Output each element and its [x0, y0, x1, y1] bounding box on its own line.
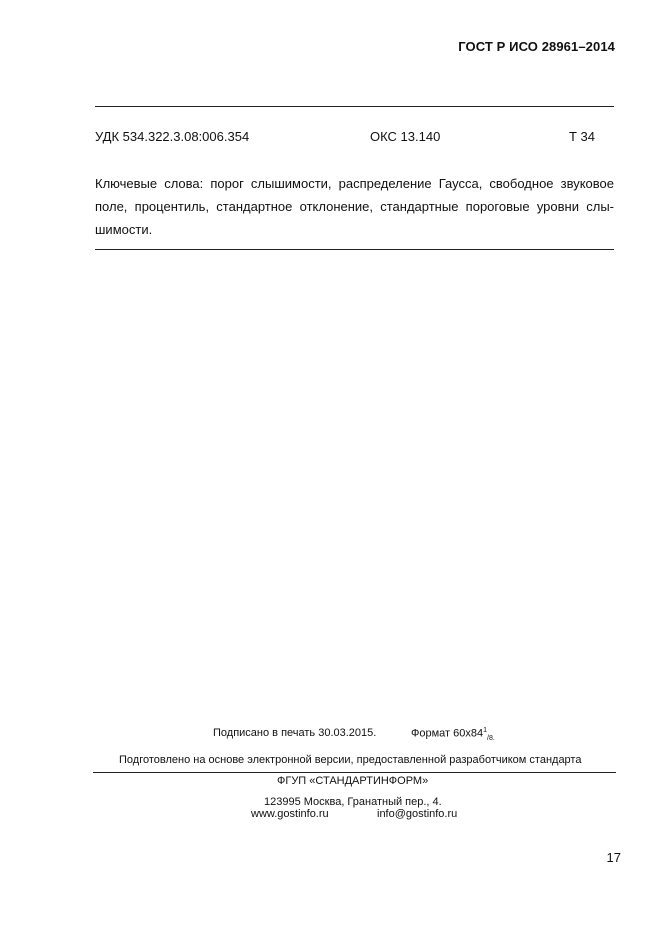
- publisher-email: info@gostinfo.ru: [377, 808, 458, 820]
- udk-code: УДК 534.322.3.08:006.354: [95, 129, 250, 144]
- print-format: [411, 727, 495, 742]
- keywords-line: поле, процентиль, стандартное отклонение, стандартные пороговые уровни слы-: [95, 199, 614, 214]
- format-denominator: /8.: [487, 734, 495, 742]
- keywords-line: Ключевые слова: порог слышимости, распределение Гаусса, свободное звуковое: [95, 176, 614, 191]
- prepared-note: Подготовлено на основе электронной версии, предоставленной разработчиком стандарта: [119, 754, 582, 766]
- publisher-name: ФГУП «СТАНДАРТИНФОРМ»: [277, 775, 429, 787]
- format-numerator: 1: [483, 727, 488, 734]
- keywords-divider: [95, 249, 614, 250]
- standard-code: ГОСТ Р ИСО 28961–2014: [458, 39, 615, 54]
- publisher-website: www.gostinfo.ru: [251, 808, 329, 820]
- keywords-line: шимости.: [95, 222, 153, 237]
- keywords-paragraph: [95, 172, 614, 241]
- format-label: Формат 60х84: [411, 727, 484, 740]
- publisher-address: 123995 Москва, Гранатный пер., 4.: [264, 796, 442, 808]
- top-divider: [95, 106, 614, 107]
- signed-date: Подписано в печать 30.03.2015.: [213, 727, 377, 739]
- oks-code: ОКС 13.140: [370, 129, 441, 144]
- page-number: 17: [606, 850, 621, 865]
- imprint-divider: [93, 772, 616, 773]
- group-code: Т 34: [569, 129, 596, 144]
